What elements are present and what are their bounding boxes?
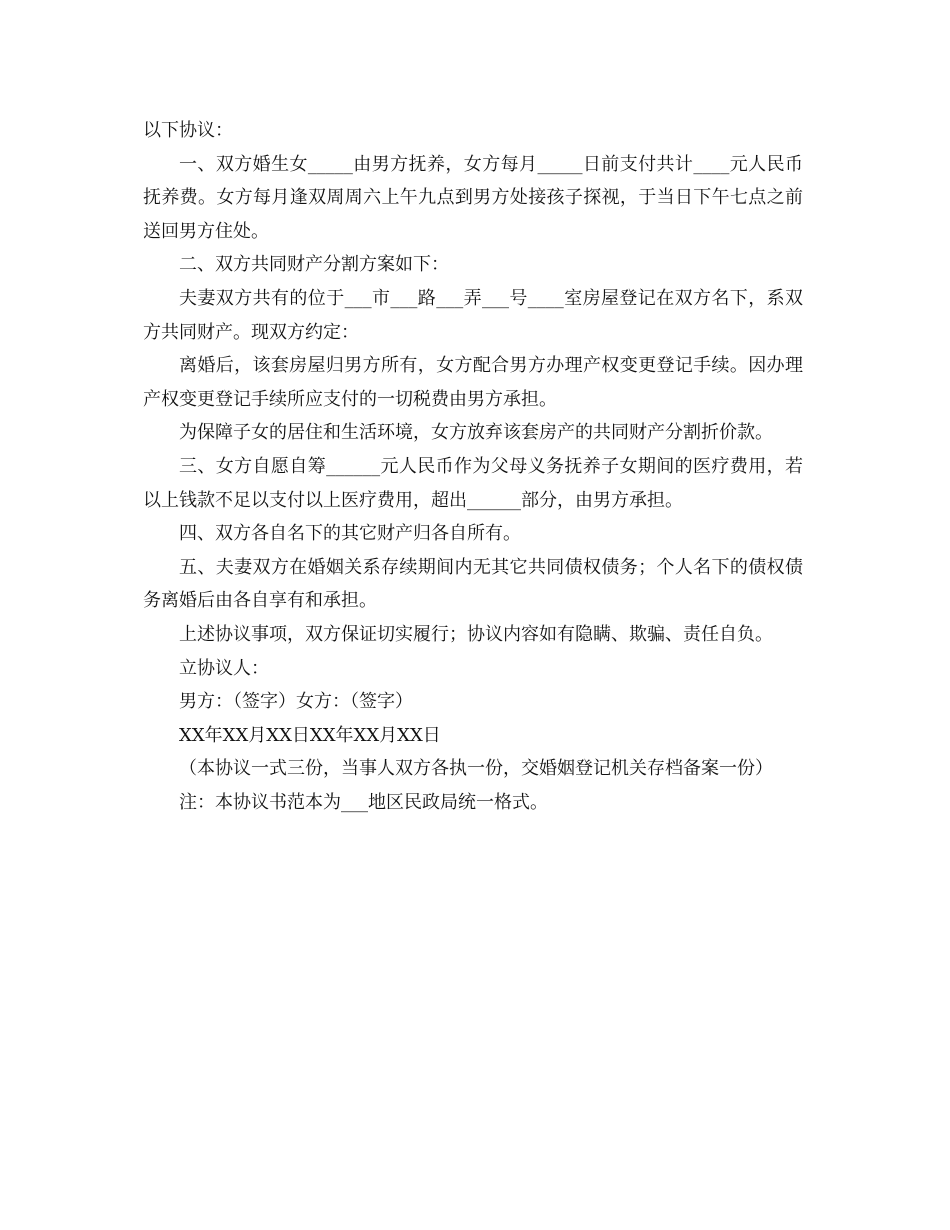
performance-guarantee: 上述协议事项，双方保证切实履行；协议内容如有隐瞒、欺骗、责任自负。: [179, 623, 773, 645]
signature-line: 男方：（签字）女方：（签字）: [179, 691, 413, 713]
copies-note: （本协议一式三份，当事人双方各执一份，交婚姻登记机关存档备案一份）: [179, 758, 773, 780]
clause-5-debts: 五、夫妻双方在婚姻关系存续期间内无其它共同债权债务；个人名下的债权债务离婚后由各自享有和承担。: [143, 556, 803, 612]
clause-1-child-custody: 一、双方婚生女_____由男方抚养，女方每月_____日前支付共计____元人民币抚养费。女方每月逢双周周六上午九点到男方处接孩子探视，于当日下午七点之前送回男方住处。: [143, 153, 803, 242]
date-line: XX年XX月XX日XX年XX月XX日: [179, 724, 441, 746]
clause-3-medical-costs: 三、女方自愿自筹______元人民币作为父母义务抚养子女期间的医疗费用，若以上钱款不足以支付以上医疗费用，超出______部分，由男方承担。: [143, 455, 803, 511]
template-note: 注：本协议书范本为___地区民政局统一格式。: [179, 791, 548, 813]
document-body: [143, 114, 803, 819]
signatories-label: 立协议人：: [179, 657, 269, 679]
agreement-intro: 以下协议：: [143, 120, 233, 141]
clause-2-property-ownership: 离婚后，该套房屋归男方所有，女方配合男方办理产权变更登记手续。因办理产权变更登记手续所应支付的一切税费由男方承担。: [143, 355, 803, 410]
clause-2-heading: 二、双方共同财产分割方案如下：: [179, 254, 449, 276]
clause-2-property-description: 夫妻双方共有的位于___市___路___弄___号____室房屋登记在双方名下，系双方共同财产。现双方约定：: [143, 287, 803, 343]
clause-2-waiver: 为保障子女的居住和生活环境，女方放弃该套房产的共同财产分割折价款。: [179, 422, 773, 444]
clause-4-other-property: 四、双方各自名下的其它财产归各自所有。: [179, 523, 521, 545]
